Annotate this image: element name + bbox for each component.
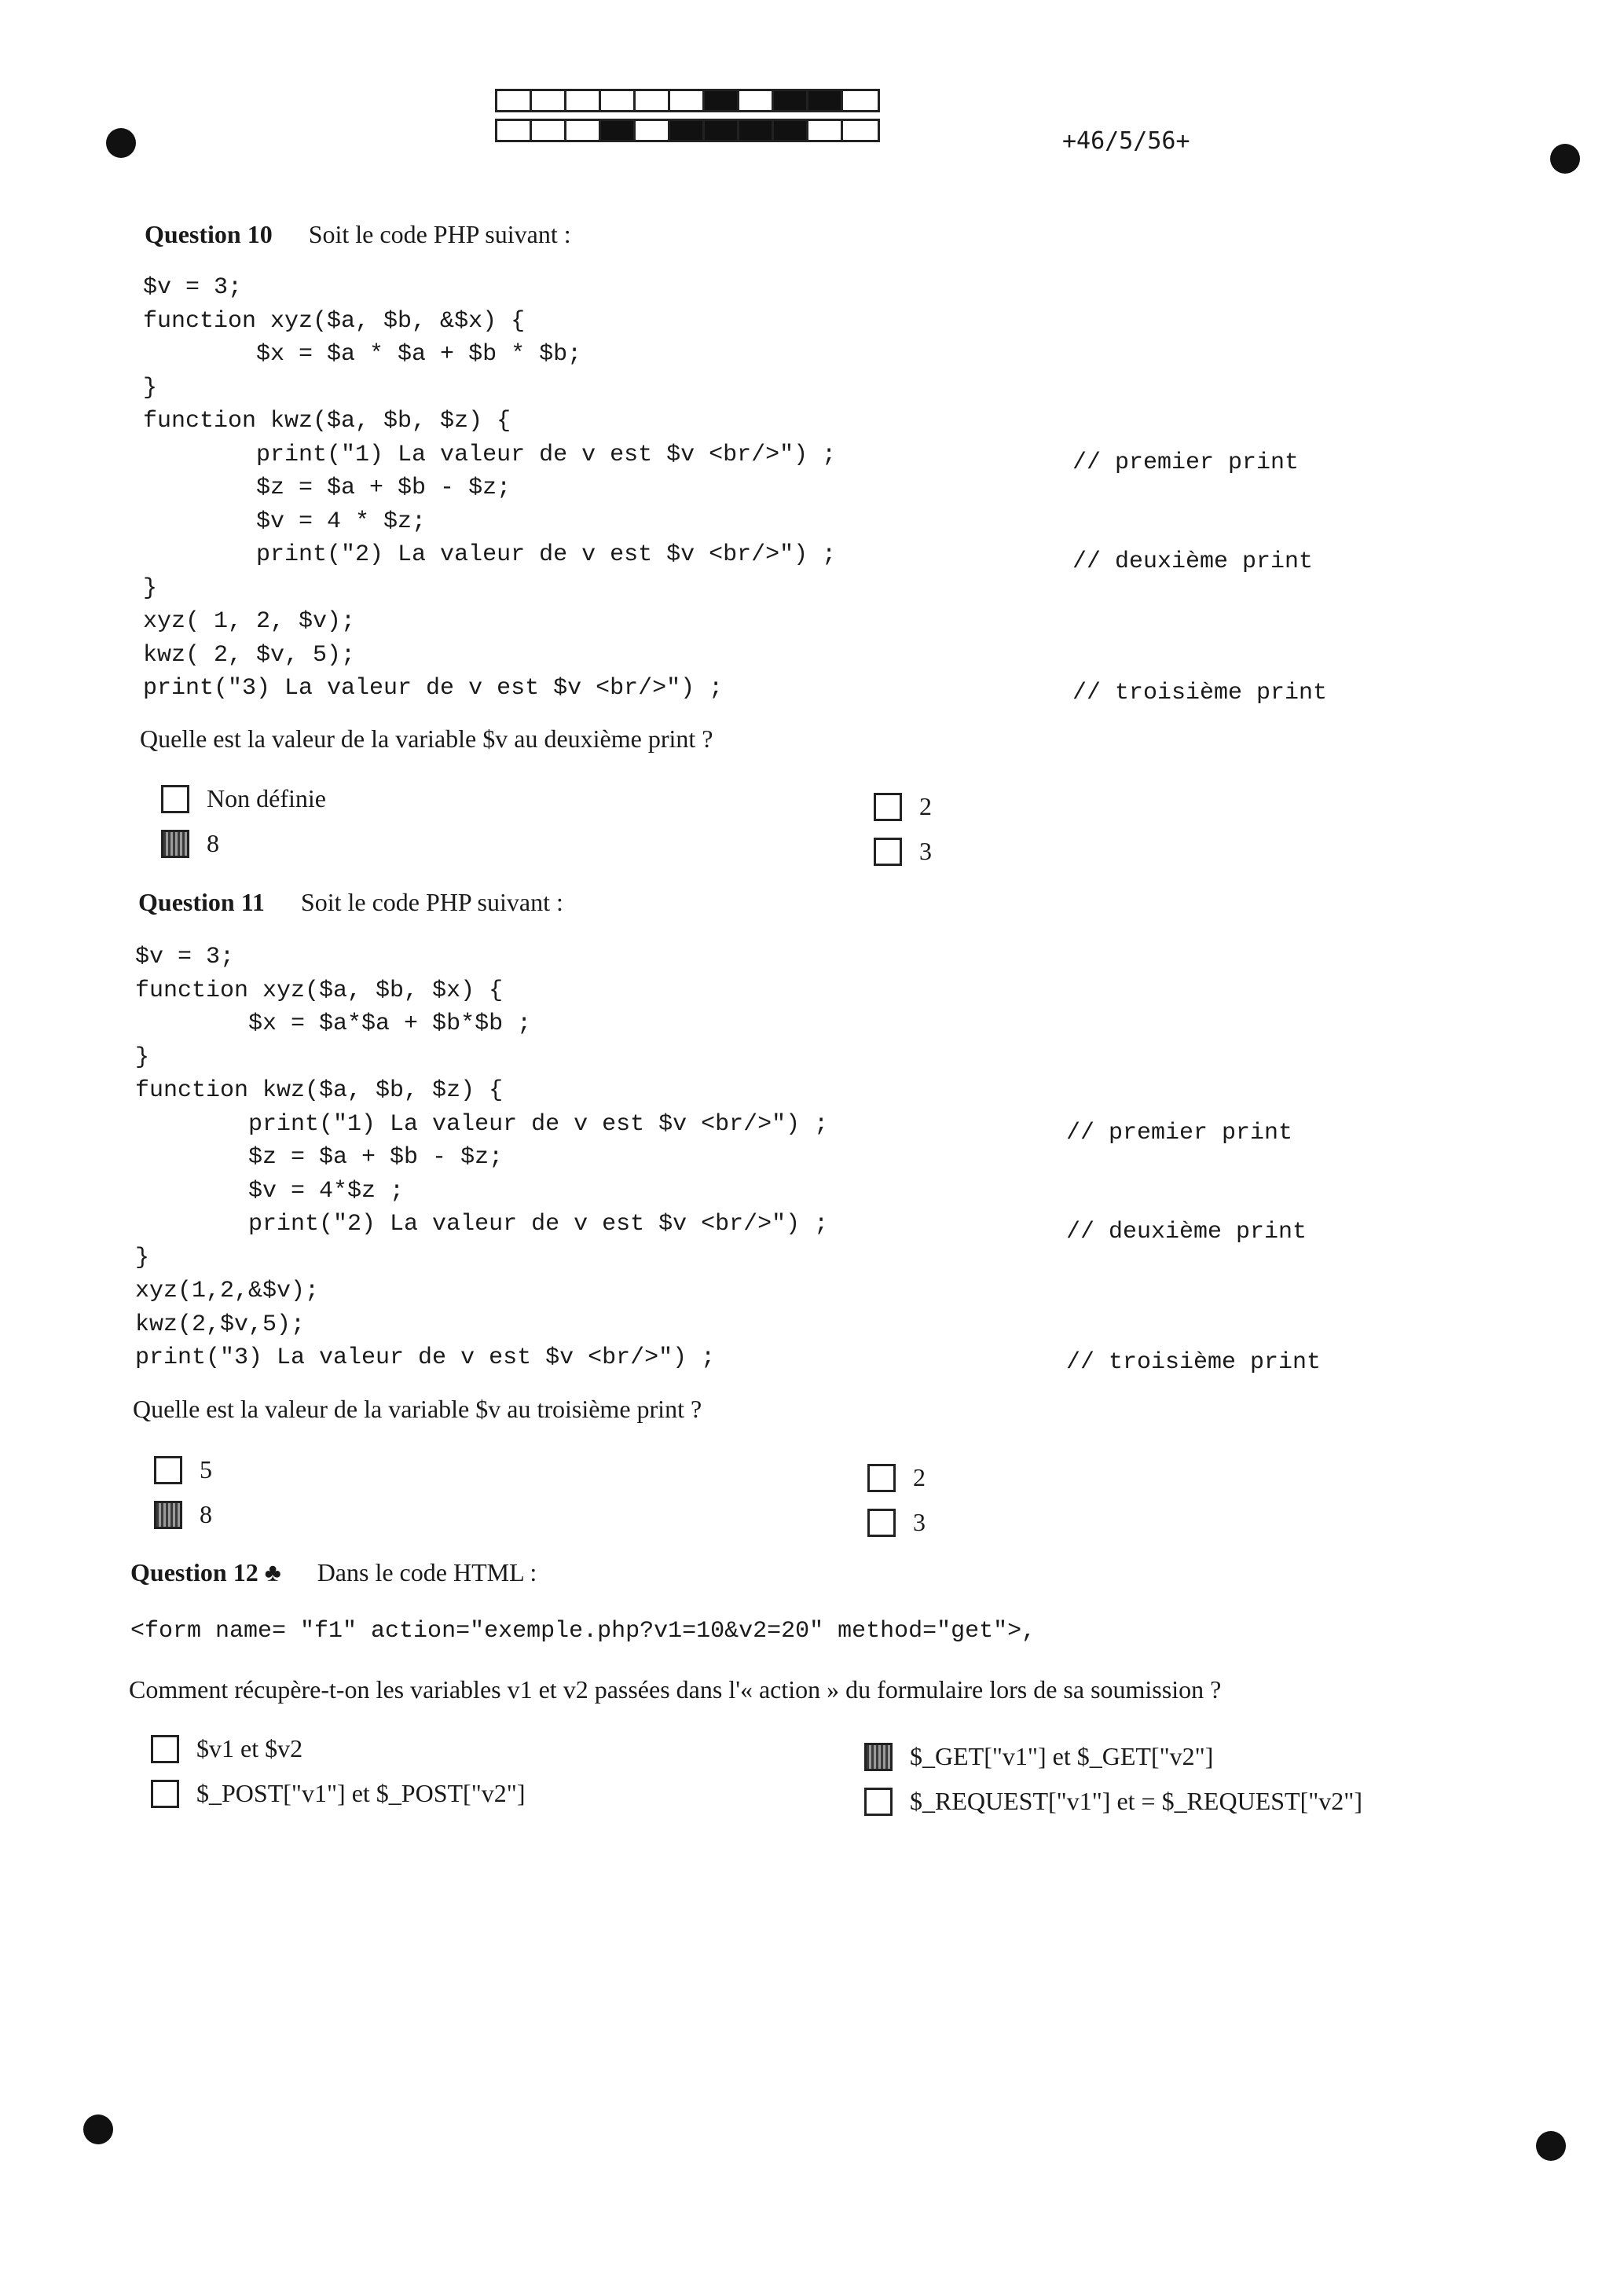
choice-label: $_POST["v1"] et $_POST["v2"] [196,1779,526,1807]
q12-choice-get[interactable] [864,1742,1213,1771]
q10-choice-3[interactable] [874,837,932,866]
q12-choice-v1-v2[interactable] [151,1734,302,1763]
q10-comment-troisieme: // troisième print [1072,680,1328,706]
q10-choice-2[interactable] [874,792,932,821]
corner-mark-bottom-left [83,2114,113,2144]
choice-label: 8 [207,829,219,857]
q10-prompt: Quelle est la valeur de la variable $v au deuxième print ? [140,724,713,753]
checkbox[interactable] [864,1788,893,1816]
checkbox[interactable] [151,1780,179,1808]
q11-code-block: $v = 3; function xyz($a, $b, $x) { $x = $a*$a + $b*$b ; } function kwz($a, $b, $z) { print("1) La valeur de v est $v <br/>") ; $z = $a + $b - $z; $v = 4*$z ; print("2) La valeur de v est $v <br/>") ; } xyz(1,2,&$v); kwz(2,$v,5); print("3) La valeur de v est $v <br/>") ; [135,944,829,1371]
q10-comment-deuxieme: // deuxième print [1072,548,1314,575]
q12-choice-request[interactable] [864,1787,1362,1816]
q12-code-line: <form name= "f1" action="exemple.php?v1=10&v2=20" method="get">, [130,1618,1036,1645]
q10-choice-non-definie[interactable] [161,784,326,813]
checkbox[interactable] [161,785,189,813]
checkbox-checked[interactable] [864,1743,893,1771]
q12-prompt: Comment récupère-t-on les variables v1 et v2 passées dans l'« action » du formulaire lors de sa soumission ? [129,1675,1222,1704]
corner-mark-top-left [106,128,136,158]
checkbox[interactable] [874,793,902,821]
q10-code-block: $v = 3; function xyz($a, $b, &$x) { $x = $a * $a + $b * $b; } function kwz($a, $b, $z) { print("1) La valeur de v est $v <br/>") ; $z = $a + $b - $z; $v = 4 * $z; print("2) La valeur de v est $v <br/>") ; } xyz( 1, 2, $v); kwz( 2, $v, 5); print("3) La valeur de v est $v <br/>") ; [143,274,837,702]
sheet-id: +46/5/56+ [1062,127,1190,155]
checkbox-checked[interactable] [161,830,189,858]
choice-label: $_GET["v1"] et $_GET["v2"] [910,1742,1214,1770]
choice-label: 2 [919,792,932,820]
choice-label: 8 [200,1500,212,1528]
q12-number: Question 12 [130,1558,258,1586]
choice-label: Non définie [207,784,326,812]
choice-label: 2 [913,1463,926,1491]
checkbox[interactable] [154,1456,182,1484]
id-boxes-row-1 [495,89,880,112]
choice-label: $_REQUEST["v1"] et = $_REQUEST["v2"] [910,1787,1363,1815]
choice-label: 3 [919,837,932,865]
q12-header [130,1558,537,1587]
q11-comment-troisieme: // troisième print [1066,1349,1322,1376]
q12-description: Dans le code HTML : [317,1558,537,1586]
q11-choice-3[interactable] [867,1508,926,1537]
q12-choice-post[interactable] [151,1779,525,1808]
club-icon: ♣ [264,1558,281,1586]
q11-choice-2[interactable] [867,1463,926,1492]
q11-number: Question 11 [138,888,265,916]
q11-prompt: Quelle est la valeur de la variable $v au troisième print ? [133,1395,702,1423]
checkbox-checked[interactable] [154,1501,182,1529]
choice-label: $v1 et $v2 [196,1734,303,1762]
checkbox[interactable] [874,838,902,866]
id-boxes-row-2 [495,119,880,142]
q11-choice-8[interactable] [154,1500,212,1529]
checkbox[interactable] [151,1735,179,1763]
q11-header [138,888,563,917]
q10-description: Soit le code PHP suivant : [308,220,571,248]
q10-choice-8[interactable] [161,829,219,858]
q11-comment-premier: // premier print [1066,1120,1293,1146]
q10-number: Question 10 [145,220,273,248]
q11-choice-5[interactable] [154,1455,212,1484]
checkbox[interactable] [867,1509,896,1537]
q10-header [145,220,571,249]
choice-label: 5 [200,1455,212,1484]
corner-mark-bottom-right [1536,2131,1566,2161]
checkbox[interactable] [867,1464,896,1492]
q11-comment-deuxieme: // deuxième print [1066,1219,1307,1245]
choice-label: 3 [913,1508,926,1536]
q11-description: Soit le code PHP suivant : [300,888,563,916]
q10-comment-premier: // premier print [1072,449,1300,476]
corner-mark-top-right [1550,144,1580,174]
